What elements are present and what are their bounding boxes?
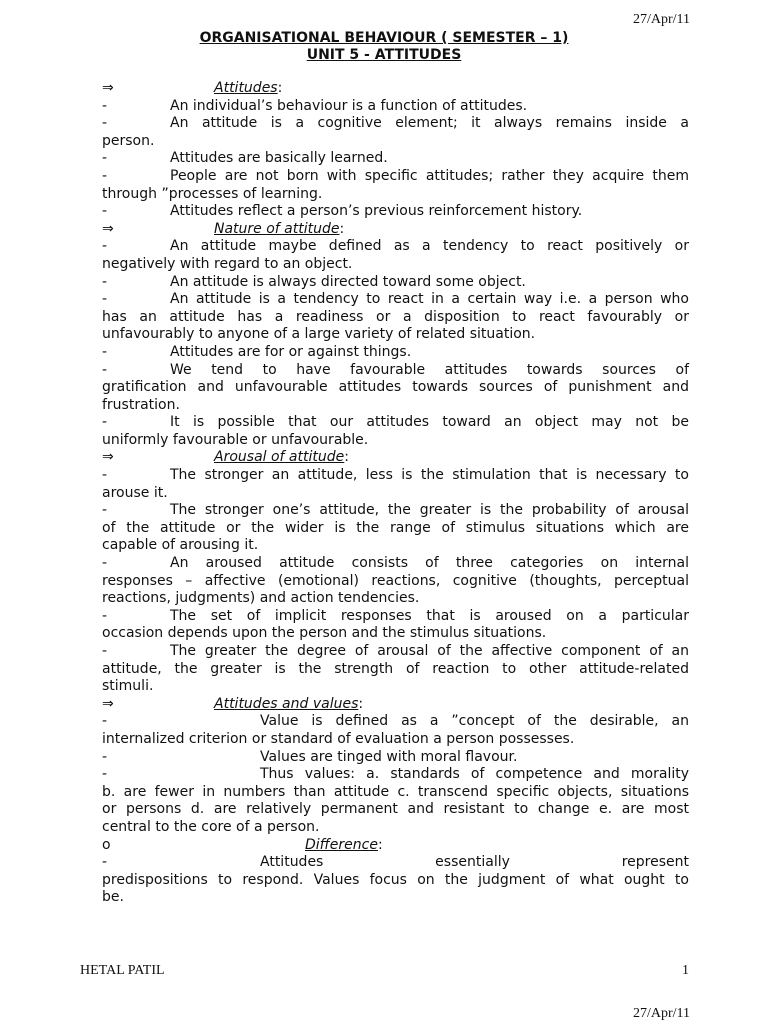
section-title: Arousal of attitude (214, 449, 345, 466)
list-item-text: It is possible that our attitudes toward an object may not be (170, 414, 689, 431)
dash-marker: - (102, 150, 108, 167)
list-item (102, 203, 689, 221)
dash-marker: - (102, 713, 108, 730)
section-heading-attitudes-and-values (102, 696, 689, 714)
list-item-continuation: through ”processes of learning. (102, 185, 323, 202)
list-item-text: Attitudes essentially represent (260, 854, 689, 871)
list-item (102, 467, 689, 485)
section-heading-nature-of-attitude (102, 221, 689, 239)
list-item (102, 749, 689, 767)
dash-marker: - (102, 502, 108, 519)
dash-marker: - (102, 238, 108, 255)
page-number: 1 (682, 963, 689, 978)
list-item-text: Value is defined as a ”concept of the desirable, an (260, 713, 689, 730)
list-item-continuation: has an attitude has a readiness or a disposition to react favourably or (102, 308, 689, 325)
section-title: Difference (305, 836, 378, 853)
section-heading-attitudes (102, 80, 689, 98)
list-item-continuation: negatively with regard to an object. (102, 255, 353, 272)
list-item-continuation: predispositions to respond. Values focus on the judgment of what ought to (102, 871, 689, 888)
section-title: Attitudes (214, 80, 278, 96)
dash-marker: - (102, 273, 108, 290)
document-title: ORGANISATIONAL BEHAVIOUR ( SEMESTER – 1) (199, 30, 569, 46)
list-item-text: People are not born with specific attitudes; rather they acquire them (170, 167, 689, 184)
list-item (102, 150, 689, 168)
dash-marker: - (102, 748, 108, 765)
list-item (102, 608, 689, 626)
list-item-continuation: unfavourably to anyone of a large variety of related situation. (102, 326, 536, 343)
list-item (102, 291, 689, 309)
list-item-text: The stronger one’s attitude, the greater is the probability of arousal (170, 502, 689, 519)
list-item (102, 344, 689, 362)
list-item (102, 854, 689, 872)
dash-marker: - (102, 854, 108, 871)
list-item-continuation: occasion depends upon the person and the stimulus situations. (102, 625, 547, 642)
list-item-continuation: person. (102, 132, 155, 149)
list-item-continuation: gratification and unfavourable attitudes towards sources of punishment and (102, 379, 689, 396)
list-item-text: An attitude is a cognitive element; it always remains inside a (170, 115, 689, 132)
dash-marker: - (102, 343, 108, 360)
heading-colon: : (358, 695, 364, 712)
list-item (102, 362, 689, 380)
list-item-continuation: attitude, the greater is the strength of reaction to other attitude-related (102, 660, 689, 677)
list-item-continuation: capable of arousing it. (102, 537, 259, 554)
dash-marker: - (102, 361, 108, 378)
list-item (102, 713, 689, 731)
list-item-continuation: internalized criterion or standard of evaluation a person possesses. (102, 730, 575, 747)
list-item (102, 238, 689, 256)
arrow-bullet-icon: ⇒ (102, 80, 114, 96)
arrow-bullet-icon: ⇒ (102, 695, 114, 712)
heading-colon: : (277, 80, 283, 96)
list-item-text: An aroused attitude consists of three categories on internal (170, 555, 689, 572)
list-item-text: We tend to have favourable attitudes towards sources of (170, 361, 689, 378)
list-item (102, 555, 689, 573)
list-item-text: An attitude maybe defined as a tendency to react positively or (170, 238, 689, 255)
next-page-date: 27/Apr/11 (632, 1006, 690, 1021)
page-footer (80, 963, 689, 979)
list-item-text: An attitude is always directed toward some object. (170, 273, 526, 290)
list-item-continuation: uniformly favourable or unfavourable. (102, 431, 369, 448)
document-titles (0, 30, 768, 64)
list-item-text: The set of implicit responses that is aroused on a particular (170, 607, 689, 624)
list-item (102, 115, 689, 133)
section-heading-difference (102, 837, 689, 855)
list-item-text: Attitudes are basically learned. (170, 150, 388, 167)
footer-author: HETAL PATIL (80, 963, 165, 978)
dash-marker: - (102, 167, 108, 184)
list-item-text: The stronger an attitude, less is the stimulation that is necessary to (170, 467, 689, 484)
list-item-text: Attitudes reflect a person’s previous reinforcement history. (170, 203, 583, 220)
dash-marker: - (102, 414, 108, 431)
dash-marker: - (102, 115, 108, 132)
unit-title: UNIT 5 - ATTITUDES (306, 47, 462, 63)
header-date: 27/Apr/11 (632, 12, 690, 27)
list-item-continuation: central to the core of a person. (102, 818, 320, 835)
list-item (102, 274, 689, 292)
dash-marker: - (102, 203, 108, 220)
section-heading-arousal-of-attitude (102, 449, 689, 467)
dash-marker: - (102, 97, 108, 114)
list-item-continuation: or persons d. are relatively permanent and resistant to change e. are most (102, 801, 689, 818)
list-item-text: Attitudes are for or against things. (170, 343, 412, 360)
dash-marker: - (102, 467, 108, 484)
dash-marker: - (102, 555, 108, 572)
list-item-continuation: frustration. (102, 396, 180, 413)
list-item-text: Thus values: a. standards of competence and morality (260, 766, 689, 783)
list-item (102, 502, 689, 520)
list-item (102, 168, 689, 186)
list-item-text: Values are tinged with moral flavour. (260, 748, 518, 765)
arrow-bullet-icon: ⇒ (102, 220, 114, 237)
dash-marker: - (102, 291, 108, 308)
circle-bullet-icon: o (102, 836, 111, 853)
dash-marker: - (102, 643, 108, 659)
list-item-continuation: of the attitude or the wider is the range of stimulus situations which are (102, 519, 689, 536)
list-item (102, 98, 689, 116)
document-body (102, 80, 689, 907)
section-title: Attitudes and values (214, 695, 359, 712)
list-item-continuation: arouse it. (102, 484, 168, 501)
dash-marker: - (102, 607, 108, 624)
arrow-bullet-icon: ⇒ (102, 449, 114, 466)
heading-colon: : (344, 449, 349, 466)
list-item (102, 414, 689, 432)
list-item-continuation: reactions, judgments) and action tendencies. (102, 590, 420, 607)
heading-colon: : (377, 836, 383, 853)
list-item-text: An individual’s behaviour is a function of attitudes. (170, 97, 528, 114)
list-item-text: The greater the degree of arousal of the affective component of an (170, 643, 689, 659)
list-item-continuation: be. (102, 889, 124, 906)
section-title: Nature of attitude (214, 220, 340, 237)
list-item-continuation: b. are fewer in numbers than attitude c. transcend specific objects, situations (102, 783, 689, 800)
dash-marker: - (102, 766, 108, 783)
list-item (102, 643, 689, 661)
list-item-text: An attitude is a tendency to react in a certain way i.e. a person who (170, 291, 689, 308)
heading-colon: : (339, 220, 345, 237)
list-item-continuation: responses – affective (emotional) reactions, cognitive (thoughts, perceptual (102, 572, 689, 589)
list-item-continuation: stimuli. (102, 678, 154, 695)
list-item (102, 766, 689, 784)
